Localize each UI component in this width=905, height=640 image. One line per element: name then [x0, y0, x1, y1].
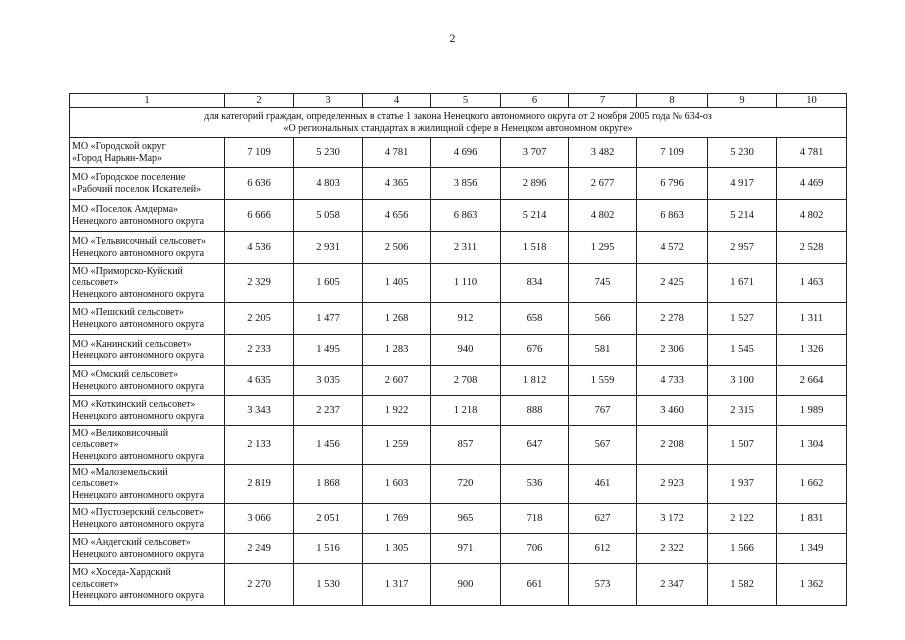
municipality-name-line: Ненецкого автономного округа — [72, 318, 205, 330]
value-cell: 1 218 — [431, 396, 501, 426]
value-cell: 2 322 — [637, 534, 708, 564]
value-cell: 2 306 — [637, 335, 708, 366]
value-cell: 1 662 — [777, 465, 847, 504]
value-cell: 1 671 — [708, 264, 777, 303]
value-cell: 1 831 — [777, 504, 847, 534]
value-cell: 4 803 — [294, 168, 363, 200]
municipality-name-line: МО «Великовисочный — [72, 427, 169, 439]
value-cell: 3 066 — [225, 504, 294, 534]
value-cell: 1 922 — [363, 396, 431, 426]
value-cell: 912 — [431, 303, 501, 335]
municipality-name-line: «Город Нарьян-Мар» — [72, 152, 163, 164]
column-number: 3 — [294, 94, 363, 108]
value-cell: 3 100 — [708, 366, 777, 396]
value-cell: 1 295 — [569, 232, 637, 264]
table-row — [70, 504, 847, 534]
value-cell: 767 — [569, 396, 637, 426]
table-row — [70, 564, 847, 606]
municipality-name-line: Ненецкого автономного округа — [72, 489, 205, 501]
value-cell: 1 349 — [777, 534, 847, 564]
municipality-name — [70, 168, 225, 200]
municipality-name-line: Ненецкого автономного округа — [72, 450, 205, 462]
value-cell: 4 469 — [777, 168, 847, 200]
value-cell: 2 896 — [501, 168, 569, 200]
value-cell: 2 208 — [637, 426, 708, 465]
value-cell: 2 506 — [363, 232, 431, 264]
municipality-name-line: Ненецкого автономного округа — [72, 590, 205, 602]
value-cell: 1 463 — [777, 264, 847, 303]
municipality-name-line: МО «Пешский сельсовет» — [72, 307, 184, 319]
municipality-name — [70, 465, 225, 504]
value-cell: 4 536 — [225, 232, 294, 264]
value-cell: 1 477 — [294, 303, 363, 335]
value-cell: 2 347 — [637, 564, 708, 606]
value-cell: 647 — [501, 426, 569, 465]
value-cell: 971 — [431, 534, 501, 564]
value-cell: 461 — [569, 465, 637, 504]
column-number: 2 — [225, 94, 294, 108]
value-cell: 5 230 — [708, 138, 777, 168]
value-cell: 4 802 — [777, 200, 847, 232]
column-number: 5 — [431, 94, 501, 108]
value-cell: 1 566 — [708, 534, 777, 564]
municipality-name — [70, 534, 225, 564]
value-cell: 627 — [569, 504, 637, 534]
section-header-row — [70, 108, 847, 138]
value-cell: 4 917 — [708, 168, 777, 200]
table-row — [70, 168, 847, 200]
value-cell: 1 582 — [708, 564, 777, 606]
value-cell: 2 133 — [225, 426, 294, 465]
value-cell: 1 268 — [363, 303, 431, 335]
column-number: 9 — [708, 94, 777, 108]
table-row — [70, 200, 847, 232]
municipality-name — [70, 366, 225, 396]
municipality-name-line: МО «Коткинский сельсовет» — [72, 399, 196, 411]
municipality-name — [70, 303, 225, 335]
value-cell: 900 — [431, 564, 501, 606]
municipality-name-line: сельсовет» — [72, 478, 119, 490]
municipality-name — [70, 426, 225, 465]
value-cell: 566 — [569, 303, 637, 335]
municipality-name-line: Ненецкого автономного округа — [72, 410, 205, 422]
municipality-name-line: МО «Приморско-Куйский — [72, 265, 183, 277]
column-number: 1 — [70, 94, 225, 108]
municipality-name-line: Ненецкого автономного округа — [72, 518, 205, 530]
value-cell: 1 405 — [363, 264, 431, 303]
municipality-name — [70, 564, 225, 606]
value-cell: 834 — [501, 264, 569, 303]
value-cell: 2 931 — [294, 232, 363, 264]
value-cell: 4 572 — [637, 232, 708, 264]
value-cell: 2 270 — [225, 564, 294, 606]
value-cell: 4 365 — [363, 168, 431, 200]
value-cell: 3 172 — [637, 504, 708, 534]
table-row — [70, 534, 847, 564]
value-cell: 857 — [431, 426, 501, 465]
municipality-name-line: сельсовет» — [72, 578, 119, 590]
value-cell: 718 — [501, 504, 569, 534]
section-header-line: «О региональных стандартах в жилищной сфере в Ненецком автономном округе» — [283, 122, 633, 134]
table-row — [70, 426, 847, 465]
table-row — [70, 232, 847, 264]
value-cell: 2 315 — [708, 396, 777, 426]
value-cell: 2 278 — [637, 303, 708, 335]
value-cell: 1 516 — [294, 534, 363, 564]
value-cell: 6 863 — [637, 200, 708, 232]
value-cell: 658 — [501, 303, 569, 335]
value-cell: 1 989 — [777, 396, 847, 426]
municipality-name-line: МО «Тельвисочный сельсовет» — [72, 236, 206, 248]
value-cell: 2 425 — [637, 264, 708, 303]
table-row — [70, 138, 847, 168]
value-cell: 1 305 — [363, 534, 431, 564]
municipality-name — [70, 200, 225, 232]
value-cell: 1 527 — [708, 303, 777, 335]
value-cell: 1 769 — [363, 504, 431, 534]
value-cell: 573 — [569, 564, 637, 606]
value-cell: 1 603 — [363, 465, 431, 504]
value-cell: 2 677 — [569, 168, 637, 200]
municipality-name — [70, 138, 225, 168]
value-cell: 5 230 — [294, 138, 363, 168]
section-header — [70, 108, 847, 138]
value-cell: 5 214 — [501, 200, 569, 232]
value-cell: 3 035 — [294, 366, 363, 396]
value-cell: 2 607 — [363, 366, 431, 396]
municipality-name-line: МО «Пустозерский сельсовет» — [72, 507, 204, 519]
value-cell: 4 733 — [637, 366, 708, 396]
value-cell: 745 — [569, 264, 637, 303]
municipality-name-line: Ненецкого автономного округа — [72, 215, 205, 227]
value-cell: 4 635 — [225, 366, 294, 396]
value-cell: 1 812 — [501, 366, 569, 396]
value-cell: 2 923 — [637, 465, 708, 504]
value-cell: 1 110 — [431, 264, 501, 303]
value-cell: 6 796 — [637, 168, 708, 200]
column-number: 8 — [637, 94, 708, 108]
value-cell: 4 781 — [777, 138, 847, 168]
housing-standards-table — [69, 93, 847, 606]
value-cell: 2 819 — [225, 465, 294, 504]
column-number-row — [70, 94, 847, 108]
value-cell: 2 957 — [708, 232, 777, 264]
municipality-name-line: Ненецкого автономного округа — [72, 247, 205, 259]
value-cell: 1 937 — [708, 465, 777, 504]
value-cell: 1 259 — [363, 426, 431, 465]
municipality-name-line: МО «Поселок Амдерма» — [72, 204, 179, 216]
column-number: 6 — [501, 94, 569, 108]
table-row — [70, 264, 847, 303]
value-cell: 940 — [431, 335, 501, 366]
municipality-name-line: МО «Городское поселение — [72, 172, 186, 184]
value-cell: 2 311 — [431, 232, 501, 264]
municipality-name-line: Ненецкого автономного округа — [72, 548, 205, 560]
value-cell: 6 666 — [225, 200, 294, 232]
value-cell: 888 — [501, 396, 569, 426]
municipality-name — [70, 396, 225, 426]
table-row — [70, 303, 847, 335]
value-cell: 1 362 — [777, 564, 847, 606]
value-cell: 3 482 — [569, 138, 637, 168]
value-cell: 1 317 — [363, 564, 431, 606]
value-cell: 4 656 — [363, 200, 431, 232]
value-cell: 2 708 — [431, 366, 501, 396]
value-cell: 6 863 — [431, 200, 501, 232]
value-cell: 2 664 — [777, 366, 847, 396]
table-row — [70, 366, 847, 396]
value-cell: 567 — [569, 426, 637, 465]
table-row — [70, 396, 847, 426]
table-row — [70, 335, 847, 366]
value-cell: 1 326 — [777, 335, 847, 366]
value-cell: 2 233 — [225, 335, 294, 366]
value-cell: 3 460 — [637, 396, 708, 426]
value-cell: 720 — [431, 465, 501, 504]
municipality-name-line: Ненецкого автономного округа — [72, 350, 205, 361]
value-cell: 536 — [501, 465, 569, 504]
value-cell: 661 — [501, 564, 569, 606]
value-cell: 6 636 — [225, 168, 294, 200]
municipality-name-line: МО «Городской округ — [72, 141, 166, 153]
value-cell: 706 — [501, 534, 569, 564]
municipality-name — [70, 232, 225, 264]
municipality-name-line: Ненецкого автономного округа — [72, 380, 205, 392]
municipality-name-line: сельсовет» — [72, 439, 119, 451]
municipality-name-line: МО «Андегский сельсовет» — [72, 537, 191, 549]
value-cell: 2 205 — [225, 303, 294, 335]
municipality-name-line: МО «Малоземельский — [72, 466, 168, 478]
municipality-name-line: МО «Канинский сельсовет» — [72, 338, 192, 350]
table-body — [70, 94, 847, 606]
value-cell: 1 311 — [777, 303, 847, 335]
column-number: 4 — [363, 94, 431, 108]
value-cell: 7 109 — [637, 138, 708, 168]
value-cell: 1 518 — [501, 232, 569, 264]
value-cell: 1 283 — [363, 335, 431, 366]
value-cell: 1 559 — [569, 366, 637, 396]
value-cell: 1 456 — [294, 426, 363, 465]
value-cell: 676 — [501, 335, 569, 366]
value-cell: 5 214 — [708, 200, 777, 232]
value-cell: 1 530 — [294, 564, 363, 606]
value-cell: 1 605 — [294, 264, 363, 303]
value-cell: 2 122 — [708, 504, 777, 534]
value-cell: 5 058 — [294, 200, 363, 232]
value-cell: 1 545 — [708, 335, 777, 366]
value-cell: 2 329 — [225, 264, 294, 303]
section-header-line: для категорий граждан, определенных в статье 1 закона Ненецкого автономного округа от 2 ноября 2005 года № 634-оз — [204, 111, 712, 122]
value-cell: 1 304 — [777, 426, 847, 465]
municipality-name-line: МО «Хоседа-Хардский — [72, 567, 171, 579]
value-cell: 1 495 — [294, 335, 363, 366]
value-cell: 3 707 — [501, 138, 569, 168]
value-cell: 2 528 — [777, 232, 847, 264]
municipality-name-line: сельсовет» — [72, 277, 119, 289]
municipality-name-line: МО «Омский сельсовет» — [72, 369, 179, 381]
municipality-name — [70, 504, 225, 534]
value-cell: 581 — [569, 335, 637, 366]
value-cell: 1 868 — [294, 465, 363, 504]
column-number: 7 — [569, 94, 637, 108]
value-cell: 7 109 — [225, 138, 294, 168]
value-cell: 4 696 — [431, 138, 501, 168]
page-number: 2 — [449, 31, 456, 45]
value-cell: 3 856 — [431, 168, 501, 200]
value-cell: 3 343 — [225, 396, 294, 426]
value-cell: 1 507 — [708, 426, 777, 465]
value-cell: 4 781 — [363, 138, 431, 168]
table-row — [70, 465, 847, 504]
municipality-name-line: Ненецкого автономного округа — [72, 288, 205, 300]
municipality-name-line: «Рабочий поселок Искателей» — [72, 183, 202, 195]
value-cell: 612 — [569, 534, 637, 564]
column-number: 10 — [777, 94, 847, 108]
value-cell: 2 249 — [225, 534, 294, 564]
value-cell: 965 — [431, 504, 501, 534]
value-cell: 2 237 — [294, 396, 363, 426]
municipality-name — [70, 335, 225, 366]
municipality-name — [70, 264, 225, 303]
value-cell: 4 802 — [569, 200, 637, 232]
value-cell: 2 051 — [294, 504, 363, 534]
